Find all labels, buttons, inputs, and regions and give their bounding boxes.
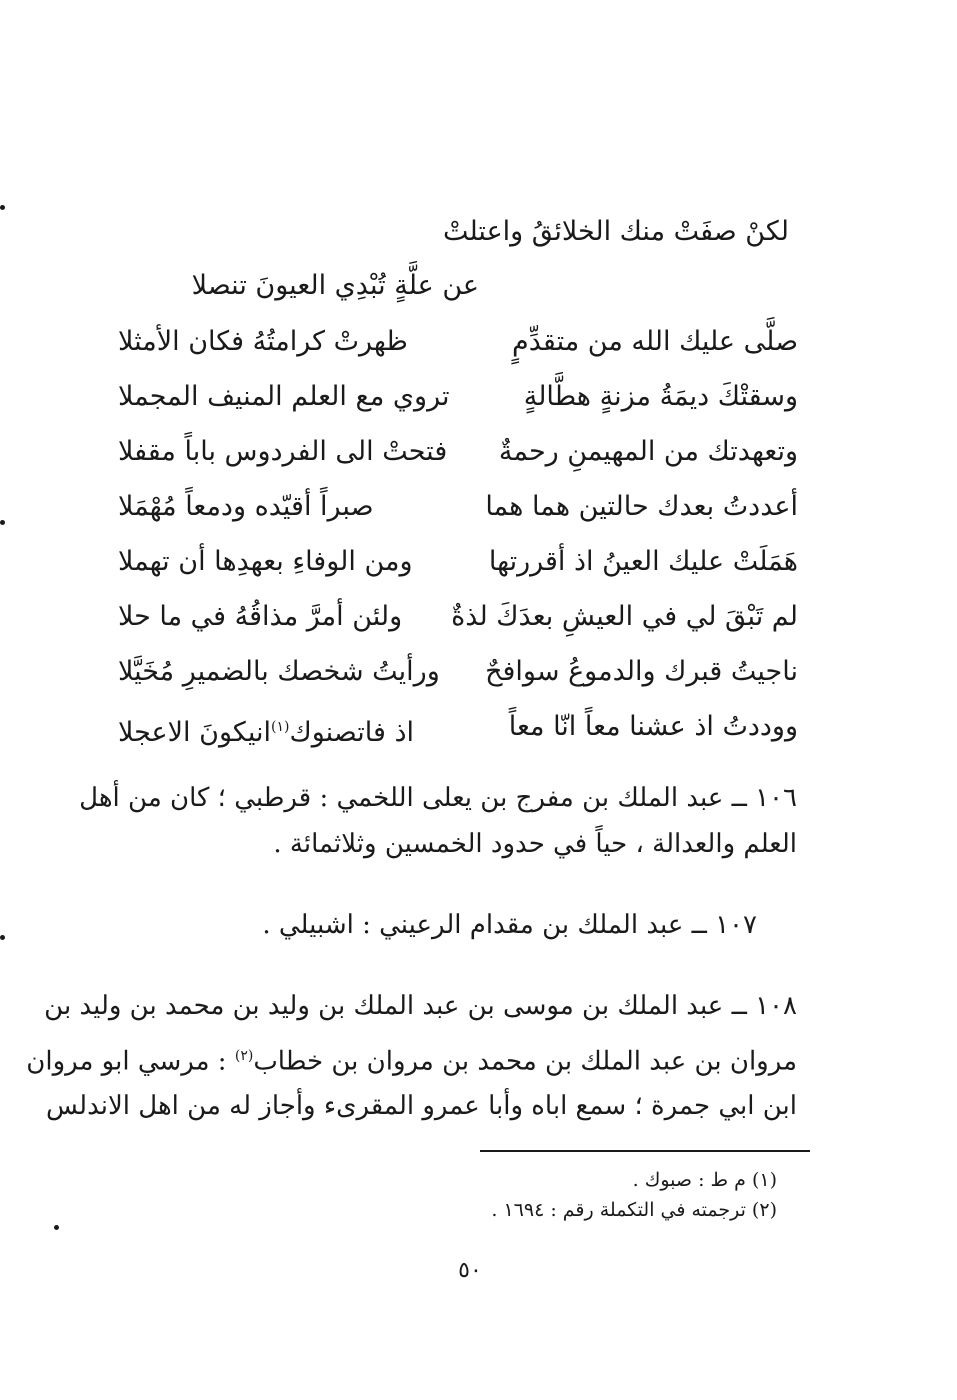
verse-5-second-hemistich: ومن الوفاءِ بعهدِها أن تهملا <box>118 546 413 577</box>
poem-intro-line-1: لكنْ صفَتْ منك الخلائقُ واعتلتْ <box>442 216 789 247</box>
verse-8-first-hemistich: ووددتُ اذ عشنا معاً انّا معاً <box>508 711 798 742</box>
verse-8-second-part-b: انيكونَ الاعجلا <box>118 717 271 748</box>
verse-7-second-hemistich: ورأيتُ شخصك بالضميرِ مُخَيَّلا <box>118 656 440 687</box>
verse-4-second-hemistich: صبراً أقيّده ودمعاً مُهْمَلا <box>118 491 374 522</box>
verse-3-second-hemistich: فتحتْ الى الفردوس باباً مقفلا <box>118 436 448 467</box>
verse-6-first-hemistich: لم تَبْقَ لي في العيشِ بعدَكَ لذةٌ <box>451 601 798 632</box>
verse-2-first-hemistich: وسقتْكَ ديمَةُ مزنةٍ هطَّالةٍ <box>523 381 798 412</box>
verse-1-second-hemistich: ظهرتْ كرامتُهُ فكان الأمثلا <box>118 326 408 357</box>
verse-6 <box>118 595 798 639</box>
verse-4 <box>118 485 798 529</box>
entry-108-line-2 <box>26 1036 797 1082</box>
verse-3 <box>118 430 798 474</box>
entry-108-line-1: ١٠٨ ــ عبد الملك بن موسى بن عبد الملك بن وليد بن محمد بن وليد بن <box>44 991 797 1021</box>
verse-1 <box>118 320 798 364</box>
scan-mark <box>0 205 5 210</box>
scan-mark <box>54 1225 59 1230</box>
scan-mark <box>0 520 5 525</box>
footnote-1: (١) م ط : صبوك . <box>632 1169 777 1191</box>
verse-6-second-hemistich: ولئن أمرَّ مذاقُهُ في ما حلا <box>118 601 403 632</box>
verse-8-second-hemistich <box>118 705 414 755</box>
entry-108-line-2-part-b: : مرسي ابو مروان <box>26 1046 235 1077</box>
footnote-ref-1: (١) <box>270 719 290 735</box>
verse-5 <box>118 540 798 584</box>
verse-5-first-hemistich: هَمَلَتْ عليك العينُ اذ أقررتها <box>488 546 798 577</box>
page-number: ٥٠ <box>458 1258 482 1283</box>
footnote-divider <box>480 1150 810 1152</box>
poem-intro-line-2: عن علَّةٍ تُبْدِي العيونَ تنصلا <box>191 270 479 301</box>
entry-108-line-3: ابن ابي جمرة ؛ سمع اباه وأبا عمرو المقرىء وأجاز له من اهل الاندلس <box>46 1091 797 1121</box>
scan-mark <box>0 935 5 940</box>
verse-8 <box>118 705 798 749</box>
entry-106-line-2: العلم والعدالة ، حياً في حدود الخمسين وثلاثمائة . <box>273 829 797 859</box>
verse-3-first-hemistich: وتعهدتك من المهيمنِ رحمةٌ <box>498 436 798 467</box>
footnote-ref-2: (٢) <box>234 1048 254 1064</box>
verse-2-second-hemistich: تروي مع العلم المنيف المجملا <box>118 381 450 412</box>
footnote-2: (٢) ترجمته في التكملة رقم : ١٦٩٤ . <box>491 1199 777 1221</box>
entry-107-line-1: ١٠٧ ــ عبد الملك بن مقدام الرعيني : اشبيلي . <box>262 910 757 940</box>
verse-7-first-hemistich: ناجيتُ قبرك والدموعُ سوافحٌ <box>485 656 798 687</box>
verse-8-second-part-a: اذ فاتصنوك <box>289 717 414 748</box>
verse-1-first-hemistich: صلَّى عليك الله من متقدِّمٍ <box>512 326 798 357</box>
entry-106-line-1: ١٠٦ ــ عبد الملك بن مفرج بن يعلى اللخمي : قرطبي ؛ كان من أهل <box>79 783 797 813</box>
verse-4-first-hemistich: أعددتُ بعدك حالتين هما هما <box>485 491 798 522</box>
entry-108-line-2-part-a: مروان بن عبد الملك بن محمد بن مروان بن خطاب <box>253 1046 797 1077</box>
verse-7 <box>118 650 798 694</box>
verse-2 <box>118 375 798 419</box>
